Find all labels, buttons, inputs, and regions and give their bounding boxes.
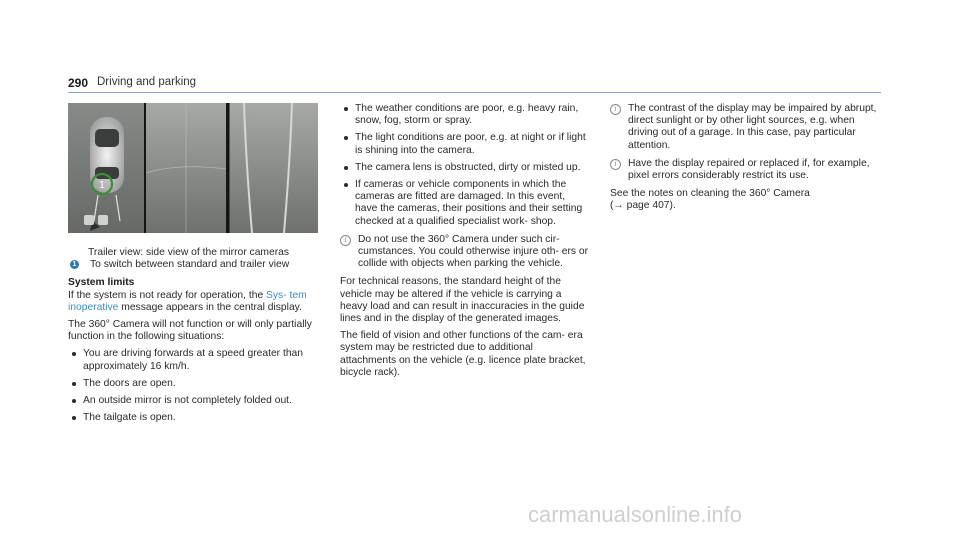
list-item: The doors are open.	[68, 378, 318, 390]
limitation-list-a	[68, 348, 318, 424]
page-header	[68, 76, 881, 92]
info-icon: i	[610, 104, 621, 115]
technical-paragraph: For technical reasons, the standard height of the vehicle may be altered if the vehicle is carrying a heavy load and can result in inaccuracies in the guide lines and in the display of the generated images.	[340, 276, 585, 325]
list-item: The camera lens is obstructed, dirty or misted up.	[340, 162, 590, 174]
figure-caption: Trailer view: side view of the mirror cameras	[88, 247, 290, 258]
list-item: You are driving forwards at a speed greater than approximately 16 km/h.	[68, 348, 318, 372]
cleaning-reference	[610, 188, 880, 212]
figure-callout-1: 1	[99, 180, 105, 191]
limitations-paragraph: The 360° Camera will not function or will only partially function in the following situations:	[68, 319, 312, 343]
note-text: Have the display repaired or replaced if, for example, pixel errors considerably restrict its use.	[628, 157, 870, 182]
legend-text: To switch between standard and trailer view	[90, 259, 290, 271]
intro-text-end: message appears in the central display.	[118, 301, 302, 313]
section-heading: System limits	[68, 277, 135, 289]
callout-badge: 1	[70, 260, 79, 269]
list-item: The weather conditions are poor, e.g. heavy rain, snow, fog, storm or spray.	[340, 103, 590, 127]
figure-legend-item	[68, 259, 318, 271]
list-item: If cameras or vehicle components in which the cameras are fitted are damaged. In this event, have the cameras, their positions and their setting checked at a qualified specialist work- shop.	[340, 179, 590, 228]
note-block	[340, 234, 590, 271]
cleaning-text: See the notes on cleaning the 360° Camera	[610, 188, 810, 200]
trailer-view-image	[68, 103, 318, 233]
watermark: carmanualsonline.info	[528, 502, 743, 527]
note-block	[610, 103, 880, 152]
intro-text: If the system is not ready for operation, the	[68, 289, 267, 301]
intro-paragraph	[68, 290, 318, 314]
list-item: The light conditions are poor, e.g. at night or if light is shining into the camera.	[340, 132, 590, 156]
limitation-list-b	[340, 103, 590, 228]
list-item: An outside mirror is not completely folded out.	[68, 395, 318, 407]
list-item: The tailgate is open.	[68, 412, 318, 424]
column-2	[340, 103, 590, 384]
note-text: The contrast of the display may be impaired by abrupt, direct sunlight or by other light sources, e.g. when driving out of a garage. In this case, pay particular attention.	[628, 103, 877, 151]
column-1	[68, 103, 318, 430]
page-number: 290	[68, 76, 89, 90]
page-reference-link[interactable]: (→ page 407).	[610, 200, 676, 212]
system-inoperative-message: Sys- tem inoperative	[68, 289, 307, 313]
header-rule	[68, 92, 881, 93]
info-icon: i	[340, 235, 351, 246]
info-icon: i	[610, 159, 621, 170]
field-of-vision-paragraph: The field of vision and other functions of the cam- era system may be restricted due to additional attachments on the vehicle (e.g. licence plate bracket, bicycle rack).	[340, 330, 586, 378]
section-title: Driving and parking	[97, 76, 197, 88]
note-text: Do not use the 360° Camera under such cir- cumstances. You could otherwise injure oth- ers or collide with objects when parking the vehicle.	[358, 233, 589, 270]
note-block	[610, 158, 880, 182]
camera-view-figure	[68, 103, 318, 233]
column-3	[610, 103, 880, 218]
